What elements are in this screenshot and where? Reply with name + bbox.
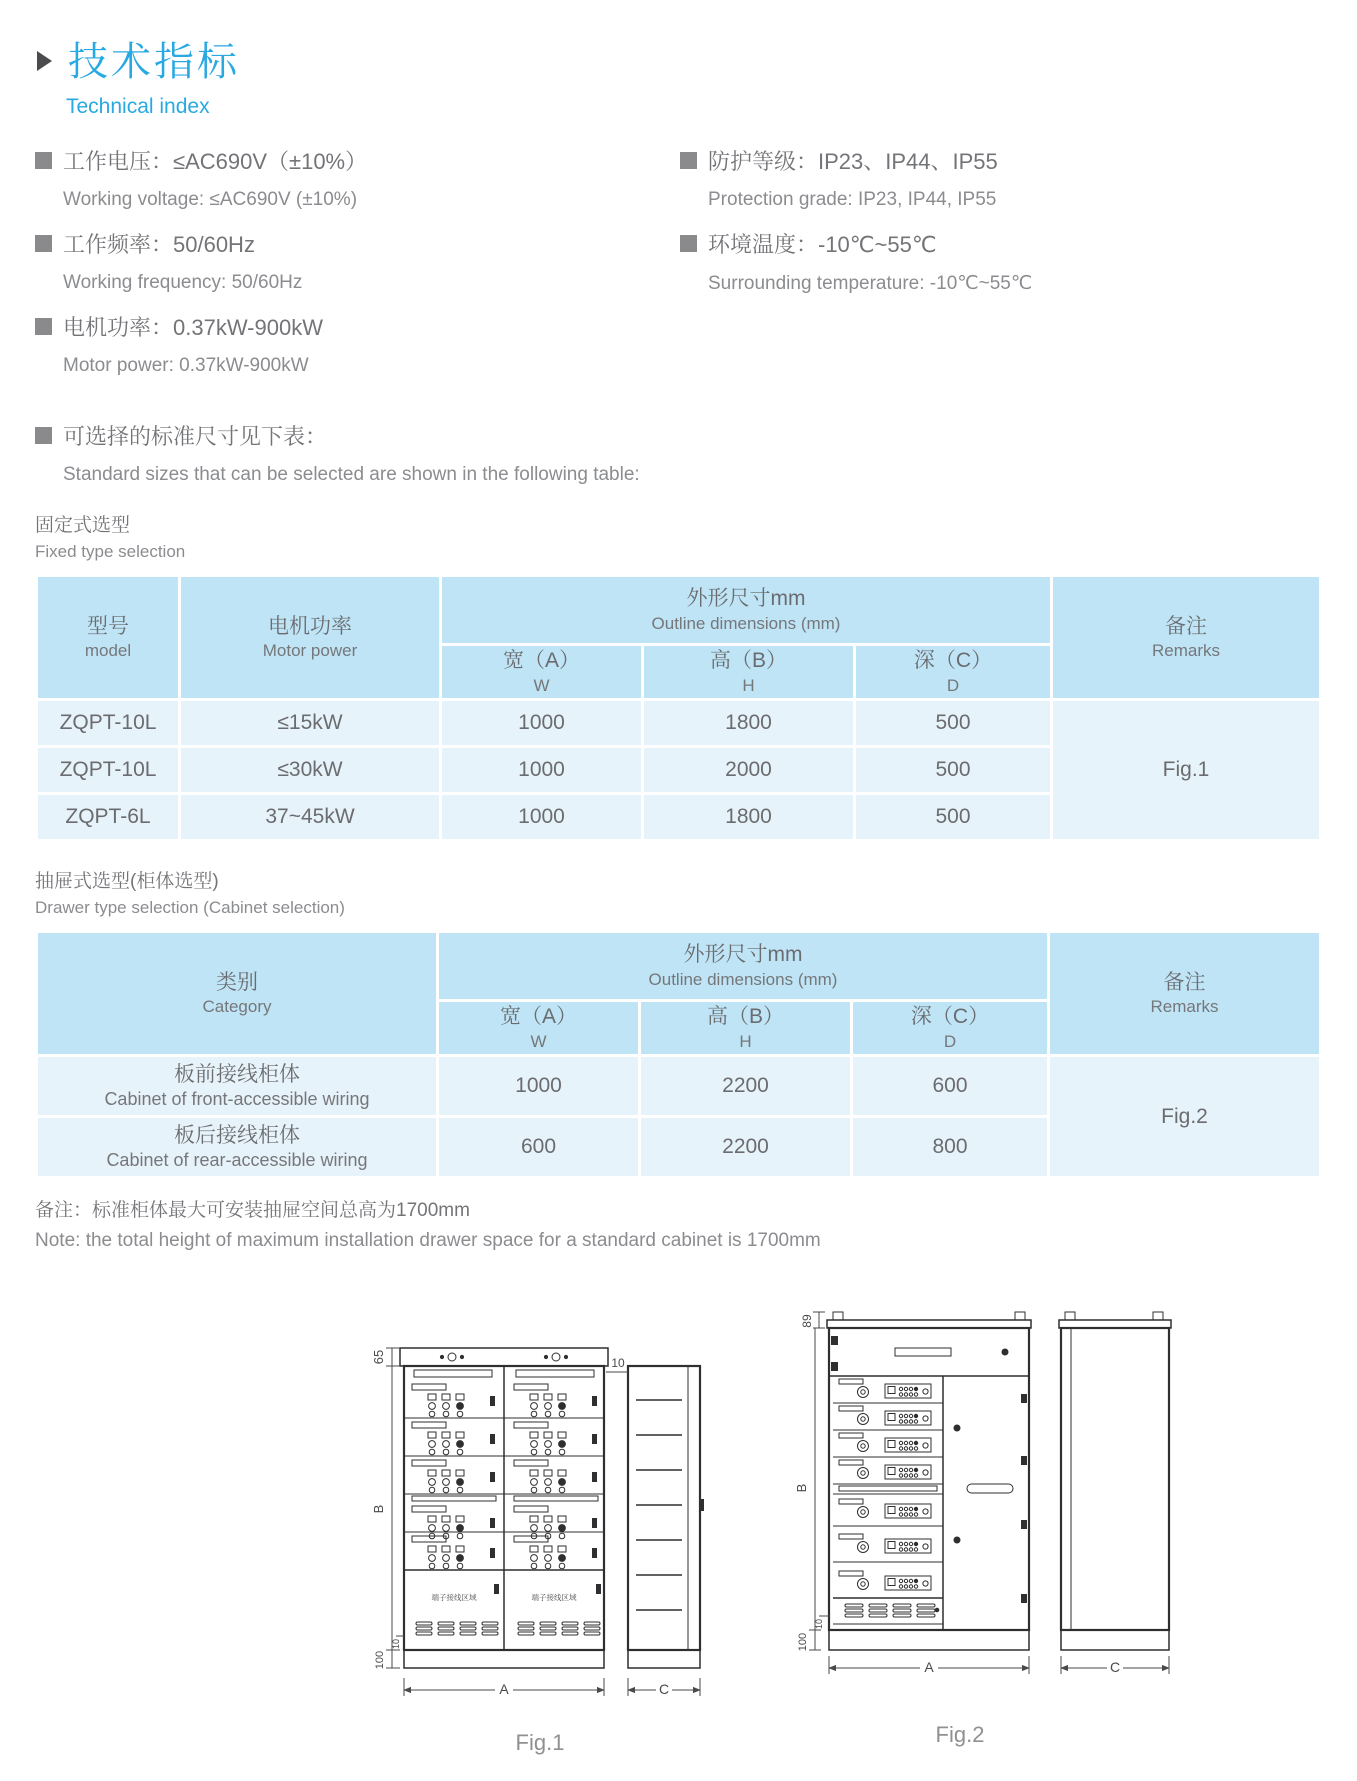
cell-height: 1800 [644,795,853,839]
figures-area [35,1256,1322,1771]
fig2-dim-base: 100 [797,1632,809,1652]
spec-standard-sizes [35,420,1322,486]
th-height [644,646,853,698]
spec-protection-grade [680,145,1322,211]
table-header-row [38,577,1319,643]
cell-height: 2000 [644,748,853,792]
th-power-zh: 电机功率 [268,614,352,638]
spec-list [35,145,1322,486]
spec-en-text: Standard sizes that can be selected are shown in the following table: [63,464,640,485]
cell-height: 1800 [644,701,853,745]
cell-category [38,1118,436,1176]
th-depth-zh: 深（C） [910,1005,990,1029]
spec-motor-power [35,311,680,377]
fig1-dim-depth: C [658,1681,670,1697]
footnote-zh: 备注：标准柜体最大可安装抽屉空间总高为1700mm [35,1200,470,1221]
fig1-terminal-label: 端子接线区域 [531,1593,577,1602]
fig2-drawing [775,1298,1205,1763]
spec-en-text: Working frequency: 50/60Hz [63,272,303,293]
fig2-dim-width: A [924,1659,934,1675]
fig1-dim-width: A [499,1681,509,1697]
th-model-zh: 型号 [87,614,129,638]
footnote-en: Note: the total height of maximum installation drawer space for a standard cabinet is 1700mm [35,1230,821,1251]
cell-model: ZQPT-10L [38,748,178,792]
th-depth [853,1002,1047,1054]
spec-zh-text: 防护等级：IP23、IP44、IP55 [708,149,998,174]
th-height-en: H [739,1031,752,1051]
triangle-right-icon [37,51,52,71]
cell-category [38,1057,436,1115]
th-depth-zh: 深（C） [913,649,993,673]
th-category-zh: 类别 [216,970,258,994]
th-remarks-en: Remarks [1151,641,1220,661]
page-title: 技术指标 [68,40,240,84]
square-bullet-icon [35,152,52,169]
th-width-zh: 宽（A） [499,1005,577,1029]
th-width [439,1002,638,1054]
th-width [442,646,641,698]
cell-category-zh: 板前接线柜体 [174,1062,300,1086]
th-depth [856,646,1050,698]
th-width-en: W [530,1031,547,1051]
header [35,30,1322,87]
cell-power: ≤15kW [181,701,439,745]
th-width-en: W [533,675,550,695]
th-model-en: model [84,641,132,661]
spec-en-text: Motor power: 0.37kW-900kW [63,355,309,376]
square-bullet-icon [35,235,52,252]
th-depth-en: D [943,1031,957,1051]
fig2-dim-gap: 10 [814,1618,824,1630]
section-title-en: Drawer type selection (Cabinet selection) [35,898,345,917]
th-width-zh: 宽（A） [502,649,580,673]
th-remarks [1050,933,1319,1054]
th-outline-dimensions [439,933,1047,999]
fixed-table-section-title [35,510,1322,562]
cell-category-en: Cabinet of rear-accessible wiring [106,1149,368,1170]
table-row [38,701,1319,745]
th-dims-zh: 外形尺寸mm [683,943,803,967]
th-height [641,1002,850,1054]
cell-depth: 500 [856,701,1050,745]
cell-depth: 500 [856,795,1050,839]
section-title-zh: 固定式选型 [35,515,131,536]
th-motor-power [181,577,439,698]
cell-width: 1000 [442,701,641,745]
th-depth-en: D [946,675,960,695]
spec-surrounding-temperature [680,228,1322,295]
fig1-dim-top-right: 10 [611,1356,625,1370]
footnote [35,1195,1322,1252]
cell-width: 1000 [442,748,641,792]
th-category-en: Category [202,997,272,1017]
cell-model: ZQPT-10L [38,701,178,745]
fixed-type-table [35,574,1322,842]
cell-width: 1000 [439,1057,638,1115]
cell-height: 2200 [641,1057,850,1115]
spec-zh-text: 电机功率：0.37kW-900kW [63,315,323,340]
fig2-dim-height: B [794,1483,809,1493]
cell-remark: Fig.1 [1053,701,1319,839]
page-subtitle: Technical index [66,95,210,118]
spec-zh-text: 工作电压：≤AC690V（±10%） [63,149,368,174]
section-title-en: Fixed type selection [35,542,186,561]
spec-zh-text: 工作频率：50/60Hz [63,232,255,257]
spec-zh-text: 可选择的标准尺寸见下表： [63,424,328,449]
cell-width: 1000 [442,795,641,839]
cell-depth: 600 [853,1057,1047,1115]
cell-remark: Fig.2 [1050,1057,1319,1176]
fig1-drawing [370,1334,715,1764]
th-remarks [1053,577,1319,698]
fig2-dim-top: 89 [800,1314,814,1328]
fig1-dim-base: 100 [374,1650,386,1670]
drawer-table-section-title [35,866,1322,918]
fig2-caption: Fig.2 [935,1722,985,1747]
th-dims-en: Outline dimensions (mm) [648,969,838,989]
table-row [38,1057,1319,1115]
th-dims-en: Outline dimensions (mm) [651,613,841,633]
spec-en-text: Working voltage: ≤AC690V (±10%) [63,189,358,210]
square-bullet-icon [680,235,697,252]
spec-working-voltage [35,145,680,211]
th-remarks-zh: 备注 [1163,970,1206,994]
th-model [38,577,178,698]
cell-depth: 800 [853,1118,1047,1176]
th-outline-dimensions [442,577,1050,643]
cell-power: 37~45kW [181,795,439,839]
spec-en-text: Surrounding temperature: -10℃~55℃ [708,273,1033,294]
cell-category-zh: 板后接线柜体 [174,1123,300,1147]
cell-width: 600 [439,1118,638,1176]
cell-power: ≤30kW [181,748,439,792]
th-remarks-en: Remarks [1150,997,1219,1017]
th-height-zh: 高（B） [706,1005,784,1029]
spec-zh-text: 环境温度：-10℃~55℃ [708,232,937,257]
table-header-row [38,933,1319,999]
cell-height: 2200 [641,1118,850,1176]
fig1-dim-gap: 10 [391,1638,401,1650]
fig1-caption: Fig.1 [515,1730,565,1755]
th-height-zh: 高（B） [709,649,787,673]
square-bullet-icon [35,427,52,444]
th-dims-zh: 外形尺寸mm [686,587,806,611]
spec-en-text: Protection grade: IP23, IP44, IP55 [708,189,997,210]
th-height-en: H [742,675,755,695]
spec-working-frequency [35,228,680,294]
th-category [38,933,436,1054]
cell-model: ZQPT-6L [38,795,178,839]
fig2-dim-depth: C [1109,1659,1121,1675]
drawer-type-table [35,930,1322,1179]
cell-depth: 500 [856,748,1050,792]
square-bullet-icon [35,318,52,335]
cell-category-en: Cabinet of front-accessible wiring [104,1088,370,1109]
fig1-dim-top: 65 [371,1349,386,1365]
fig1-dim-height: B [371,1504,386,1514]
section-title-zh: 抽屉式选型(柜体选型) [35,871,219,892]
th-remarks-zh: 备注 [1165,614,1207,638]
th-power-en: Motor power [262,641,358,661]
square-bullet-icon [680,152,697,169]
fig1-terminal-label: 端子接线区域 [431,1593,477,1602]
